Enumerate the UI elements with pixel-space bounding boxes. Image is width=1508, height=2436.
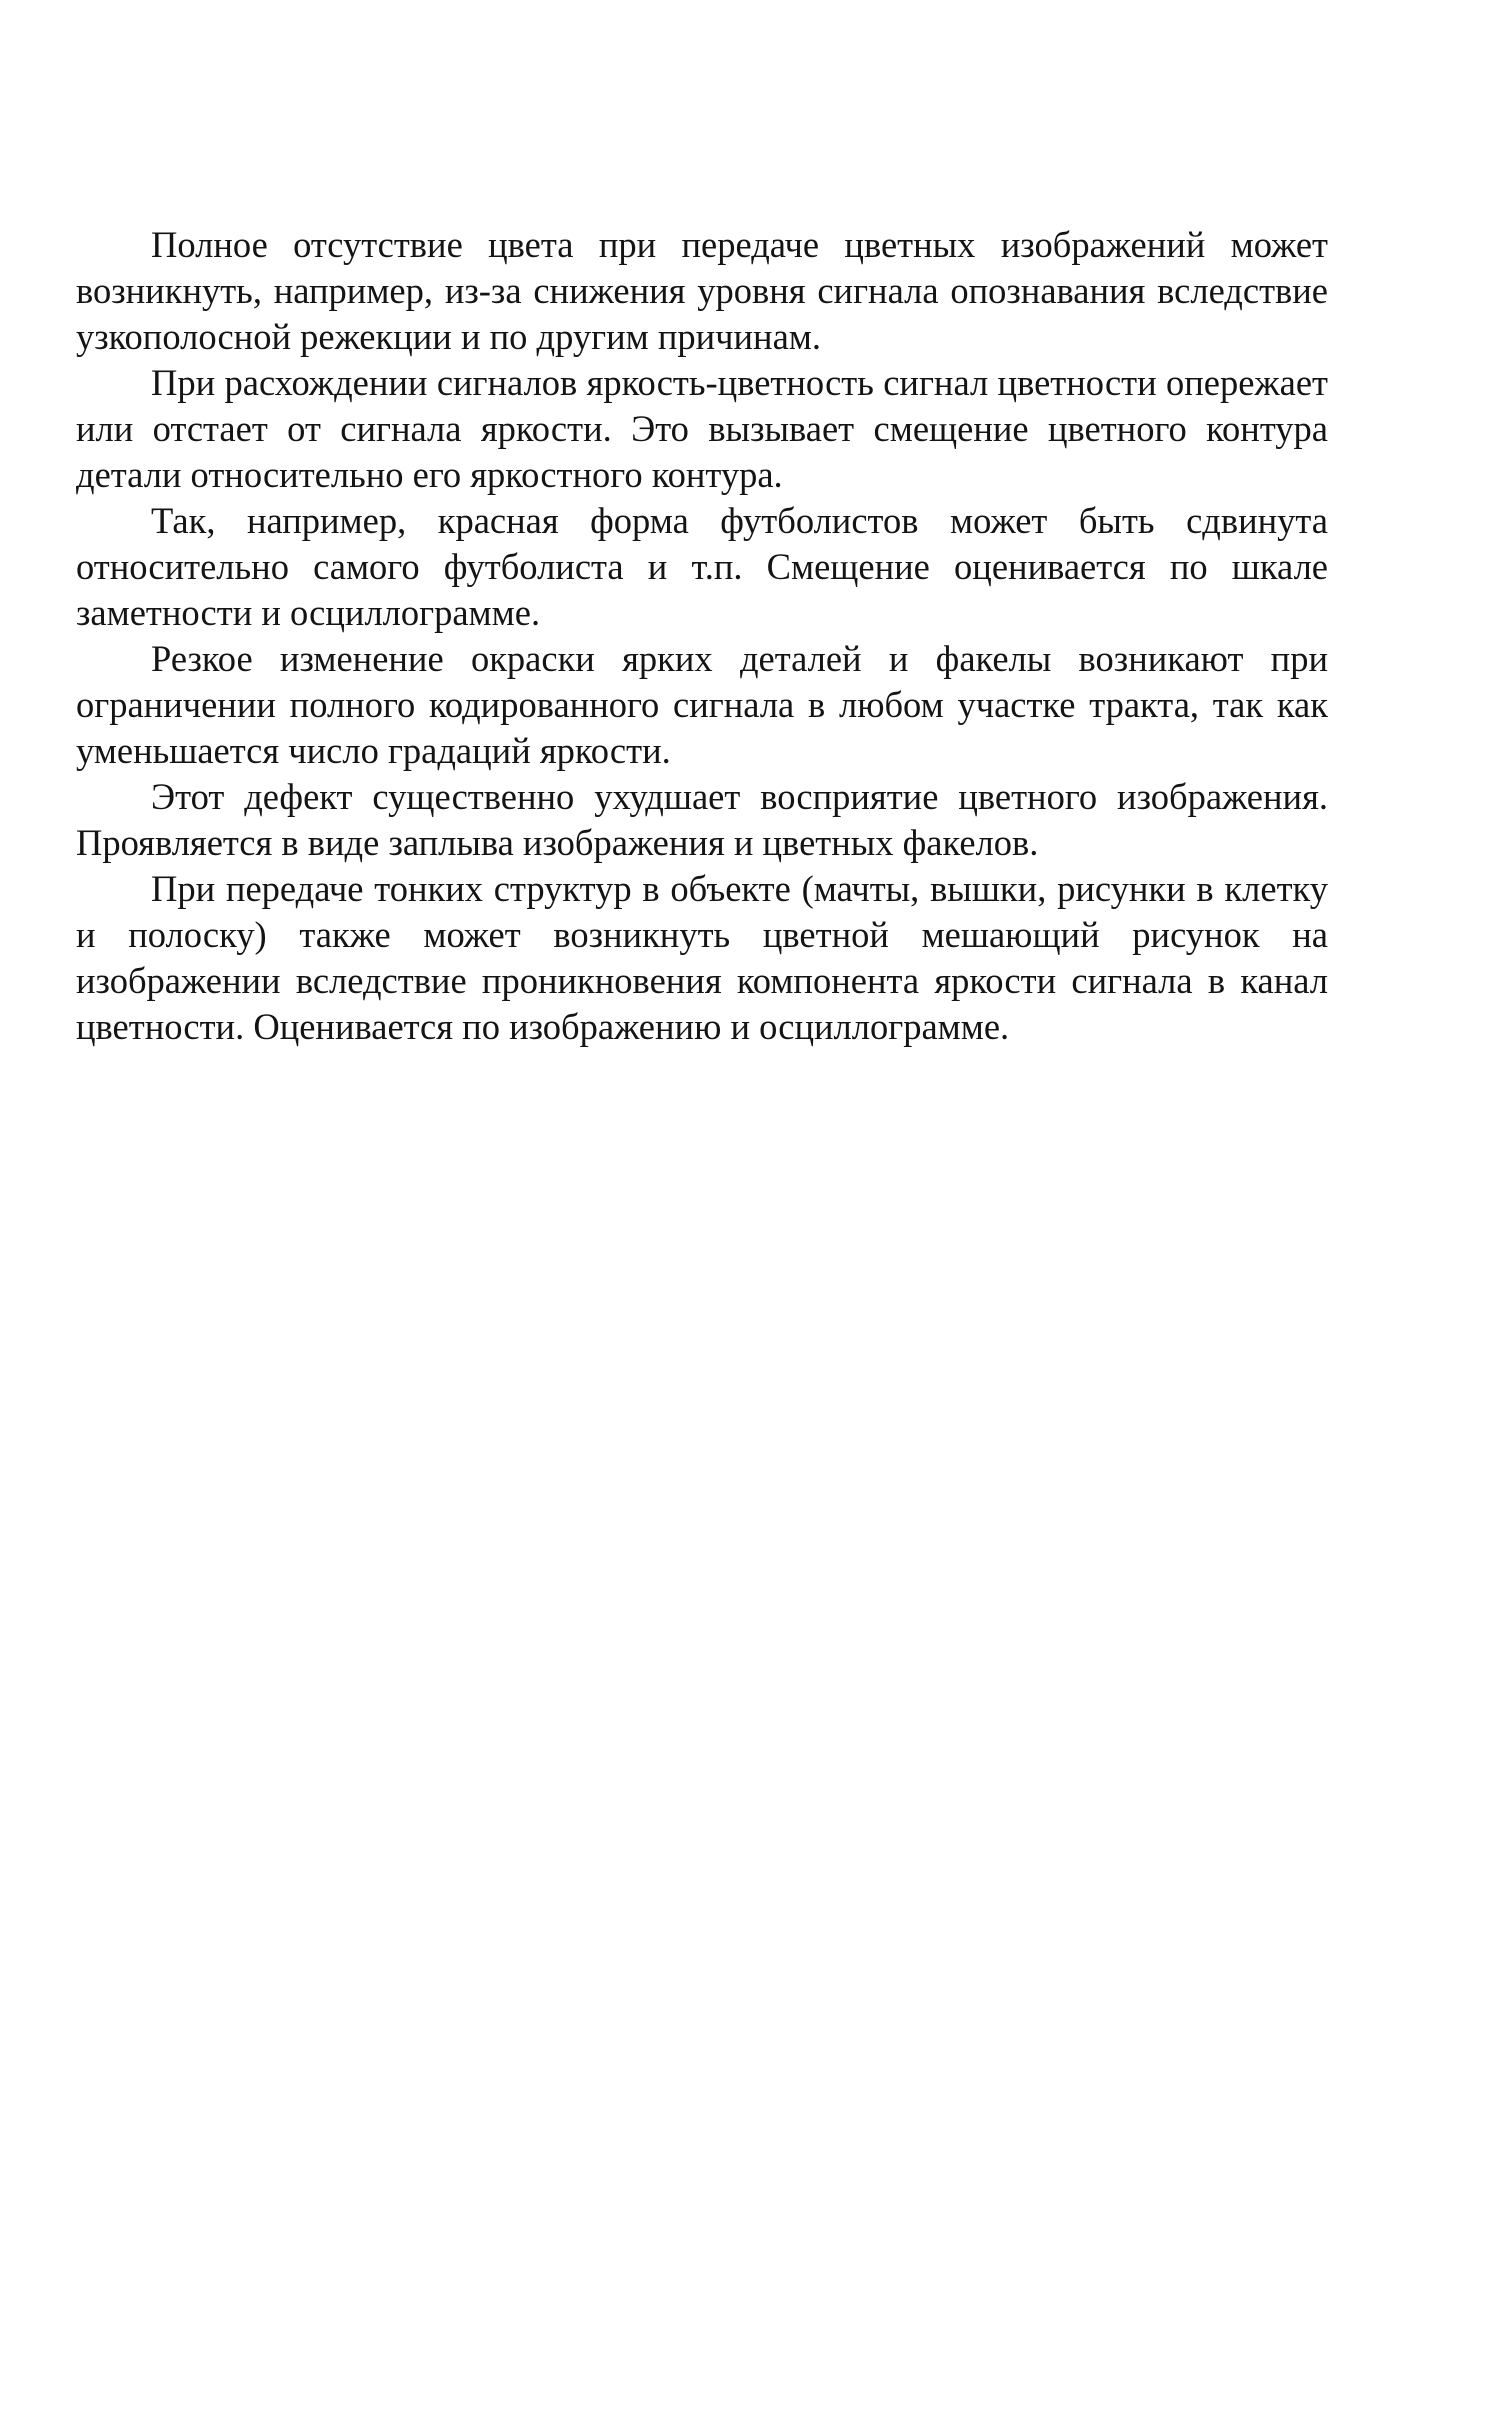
paragraph-defect-perception: Этот дефект существенно ухудшает восприятие цветного изображения. Проявляется в виде заплыва изображения и цветных факелов.: [76, 776, 1328, 863]
paragraph-offset-example: Так, например, красная форма футболистов может быть сдвинута относительно самого футболиста и т.п. Смещение оценивается по шкале заметности и осциллограмме.: [76, 500, 1328, 633]
document-page: [76, 222, 1328, 1050]
paragraph-color-absence: Полное отсутствие цвета при передаче цветных изображений может возникнуть, например, из-за снижения уровня сигнала опознавания вследствие узкополосной режекции и по другим причинам.: [76, 224, 1328, 357]
paragraph-signal-divergence: При расхождении сигналов яркость-цветность сигнал цветности опережает или отстает от сигнала яркости. Это вызывает смещение цветного контура детали относительно его яркостного контура.: [76, 362, 1328, 495]
paragraph-color-flares: Резкое изменение окраски ярких деталей и факелы возникают при ограничении полного кодированного сигнала в любом участке тракта, так как уменьшается число градаций яркости.: [76, 638, 1328, 771]
paragraph-fine-structures: При передаче тонких структур в объекте (мачты, вышки, рисунки в клетку и полоску) также может возникнуть цветной мешающий рисунок на изображении вследствие проникновения компонента яркости сигнала в канал цветности. Оценивается по изображению и осциллограмме.: [76, 868, 1328, 1047]
